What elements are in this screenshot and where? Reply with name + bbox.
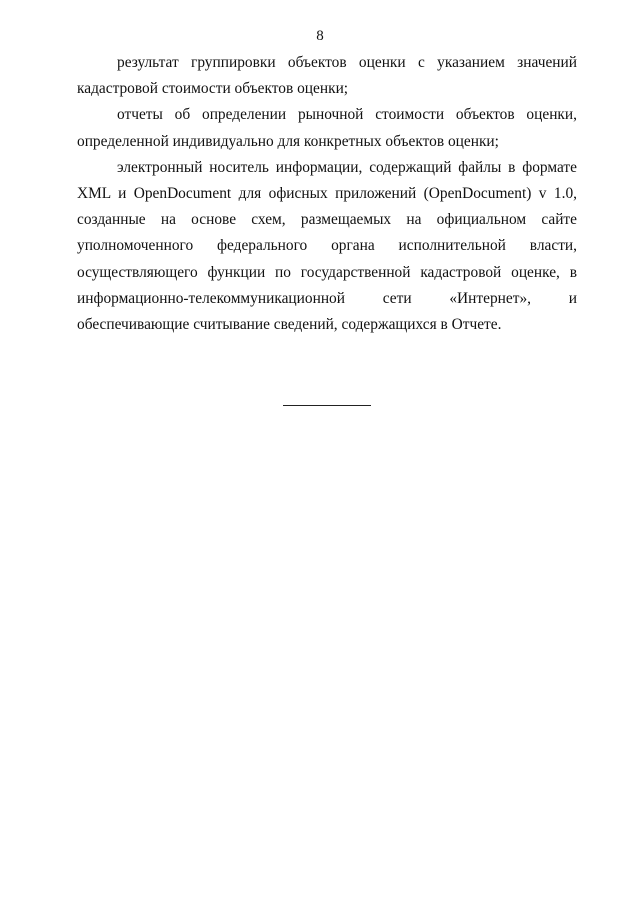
paragraph-market-value-reports: отчеты об определении рыночной стоимости объектов оценки, определенной индивидуально для конкретных объектов оценки; — [77, 106, 577, 150]
document-body — [77, 50, 577, 338]
end-of-document-rule — [283, 405, 371, 406]
paragraph-grouping-result: результат группировки объектов оценки с указанием значений кадастровой стоимости объектов оценки; — [77, 54, 577, 98]
page-number: 8 — [316, 28, 324, 44]
paragraph-electronic-media: электронный носитель информации, содержащий файлы в формате XML и OpenDocument для офисных приложений (OpenDocument) v 1.0, созданные на основе схем, размещаемых на официальном сайте уполномоченного федерального органа исполнительной власти, осуществляющего функции по государственной кадастровой оценке, в информационно-телекоммуникационной сети «Интернет», и обеспечивающие считывание сведений, содержащихся в Отчете. — [77, 158, 577, 334]
